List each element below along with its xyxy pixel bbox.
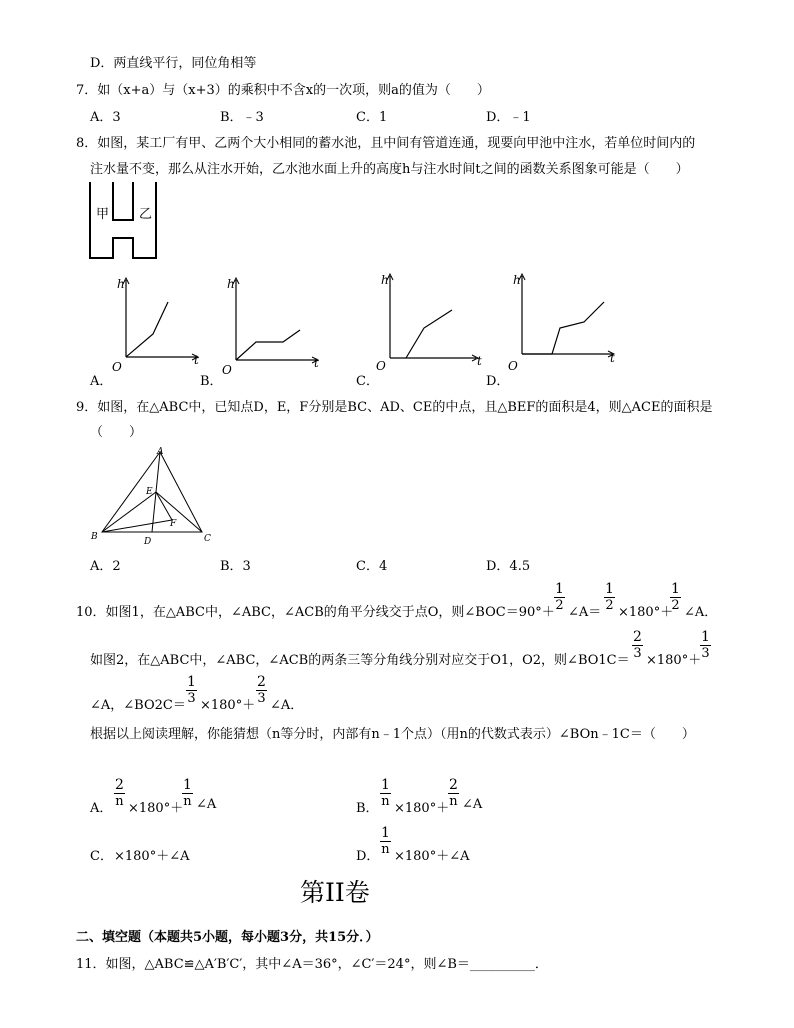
graph-a-t: t	[194, 353, 199, 367]
q7-option-c: C．1	[356, 110, 388, 125]
graph-c-o: O	[376, 359, 386, 373]
q10-option-a-label: A．	[90, 801, 113, 816]
q10-frac-1-3-a: $\frac{1}{3}$	[701, 629, 710, 661]
q8-graph-a	[108, 272, 208, 382]
q10-line3-a: ∠A，∠BO2C＝	[90, 698, 186, 713]
q10-option-b-label: B．	[356, 801, 379, 816]
q8-option-d: D．	[486, 374, 510, 389]
q10-line2-b: ×180°＋	[646, 653, 702, 668]
graph-b-t: t	[314, 356, 319, 370]
graph-b-o: O	[222, 363, 232, 377]
label-b: B	[91, 532, 98, 542]
q9-option-a: A．2	[90, 559, 121, 574]
graph-a-h: h	[117, 277, 125, 291]
graph-a-o: O	[112, 360, 122, 374]
q10-option-c-text: ×180°＋∠A	[114, 849, 190, 864]
q10-line1-c: ×180°＋	[618, 605, 674, 620]
q8-graph-d	[504, 266, 624, 376]
q10-line4: 根据以上阅读理解，你能猜想（n等分时，内部有n﹣1个点）（用n的代数式表示）∠BOn﹣1C＝（ ）	[90, 727, 695, 742]
q8-tank-figure	[88, 180, 178, 260]
label-e: E	[146, 487, 153, 497]
graph-c-t: t	[477, 354, 482, 368]
q10-frac-1-2-c: $\frac{1}{2}$	[671, 581, 680, 613]
q9-stem-line1: 9．如图，在△ABC中，已知点D，E，F分别是BC、AD、CE的中点，且△BEF的面积是4，则△ACE的面积是	[76, 400, 713, 415]
q9-option-b: B．3	[220, 559, 251, 574]
q10-line2-a: 如图2，在△ABC中，∠ABC，∠ACB的两条三等分角线分别对应交于O1，O2，则∠BO1C＝	[90, 653, 630, 668]
q8-graph-c	[372, 266, 482, 376]
graph-b-h: h	[227, 277, 235, 291]
q7-stem: 7．如（x+a）与（x+3）的乘积中不含x的一次项，则a的值为（ ）	[76, 83, 490, 98]
q7-option-d: D．﹣1	[486, 110, 531, 125]
tank-right-label: 乙	[139, 207, 153, 222]
q10-option-a-mid: ×180°＋	[128, 801, 184, 816]
q9-stem-line2: （ ）	[90, 425, 143, 440]
q10-line1-d: ∠A．	[684, 605, 718, 620]
q10-option-a-end: ∠A	[196, 797, 217, 812]
q10-opt-a-frac2: $\frac{1}{n}$	[183, 777, 192, 809]
tank-left-label: 甲	[96, 207, 110, 222]
q10-frac-1-2-b: $\frac{1}{2}$	[605, 581, 614, 613]
q10-frac-2-3-b: $\frac{2}{3}$	[257, 674, 266, 706]
part2-heading: 二、填空题（本题共5小题，每小题3分，共15分．）	[76, 930, 379, 945]
graph-d-t: t	[610, 351, 615, 365]
q8-stem-line1: 8．如图，某工厂有甲、乙两个大小相同的蓄水池，且中间有管道连通，现要向甲池中注水，若单位时间内的	[76, 136, 696, 151]
q8-stem-line2: 注水量不变，那么从注水开始，乙水池水面上升的高度h与注水时间t之间的函数关系图象可能是（ ）	[90, 162, 689, 177]
q10-line3-c: ∠A．	[270, 698, 304, 713]
q10-option-d-label: D．	[356, 849, 380, 864]
label-d: D	[144, 537, 152, 547]
q8-option-c: C．	[356, 374, 379, 389]
q10-opt-a-frac1: $\frac{2}{n}$	[115, 777, 124, 809]
graph-d-o: O	[508, 359, 518, 373]
q10-line3-b: ×180°＋	[200, 698, 256, 713]
q10-frac-1-3-b: $\frac{1}{3}$	[187, 674, 196, 706]
q8-option-b: B．	[200, 374, 223, 389]
q10-frac-1-2-a: $\frac{1}{2}$	[555, 581, 564, 613]
q8-graph-b	[218, 272, 318, 382]
q10-opt-b-frac2: $\frac{2}{n}$	[449, 777, 458, 809]
graph-c-h: h	[381, 273, 389, 287]
q10-line1-a: 10．如图1，在△ABC中，∠ABC，∠ACB的角平分线交于点O，则∠BOC＝90°＋	[76, 605, 555, 620]
q6-option-d: D．两直线平行，同位角相等	[90, 56, 257, 71]
graph-d-h: h	[513, 273, 521, 287]
section-title: 第II卷	[300, 878, 370, 907]
q11-stem: 11．如图，△ABC≌△A′B′C′，其中∠A＝36°，∠C′＝24°，则∠B＝__________．	[76, 957, 548, 972]
q10-opt-d-frac1: $\frac{1}{n}$	[381, 825, 390, 857]
q7-option-b: B．﹣3	[220, 110, 264, 125]
q10-opt-b-frac1: $\frac{1}{n}$	[381, 777, 390, 809]
q9-option-d: D．4.5	[486, 559, 531, 574]
q10-option-b-end: ∠A	[462, 797, 483, 812]
label-c: C	[204, 534, 211, 544]
q9-option-c: C．4	[356, 559, 388, 574]
q10-option-c-label: C．	[90, 849, 113, 864]
q10-option-d-text: ×180°＋∠A	[394, 849, 470, 864]
label-f: F	[170, 519, 177, 529]
q10-line1-b: ∠A＝	[568, 605, 602, 620]
q7-option-a: A．3	[90, 110, 121, 125]
q9-triangle-figure	[88, 444, 228, 554]
q10-option-b-mid: ×180°＋	[394, 801, 450, 816]
label-a: A	[157, 447, 164, 457]
q10-frac-2-3-a: $\frac{2}{3}$	[633, 629, 642, 661]
q8-option-a: A．	[90, 374, 113, 389]
